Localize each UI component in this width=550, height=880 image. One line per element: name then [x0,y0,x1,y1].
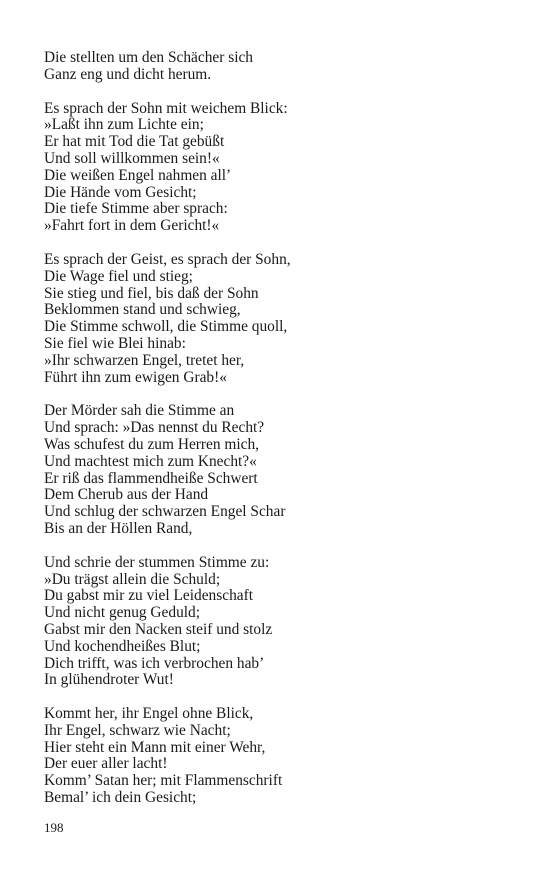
stanza [44,403,514,537]
poem-line: Und nicht genug Geduld; [44,604,201,622]
stanza [44,706,514,807]
poem-line: Was schufest du zum Herren mich, [44,435,260,453]
stanza [44,101,514,235]
poem-line: »Laßt ihn zum Lichte ein; [44,116,204,134]
poem-text [44,50,514,824]
page-number: 198 [44,820,64,835]
poem-line: Dem Cherub aus der Hand [44,486,209,504]
poem-line: Er riß das flammendheiße Schwert [44,469,258,487]
poem-line: Es sprach der Geist, es sprach der Sohn, [44,250,291,268]
poem-line: Du gabst mir zu viel Leidenschaft [44,587,253,605]
stanza [44,555,514,689]
poem-line: Ihr Engel, schwarz wie Nacht; [44,721,231,739]
poem-line: Kommt her, ihr Engel ohne Blick, [44,705,254,723]
stanza [44,50,514,84]
poem-line: Und soll willkommen sein!« [44,149,220,167]
poem-line: Hier steht ein Mann mit einer Wehr, [44,738,266,756]
poem-line: Der Mörder sah die Stimme an [44,402,235,420]
poem-line: Führt ihn zum ewigen Grab!« [44,368,227,386]
poem-line: Die Stimme schwoll, die Stimme quoll, [44,318,288,336]
poem-line: Gabst mir den Nacken steif und stolz [44,620,273,638]
poem-line: Und schrie der stummen Stimme zu: [44,553,270,571]
poem-line: Und kochendheißes Blut; [44,637,201,655]
poem-line: Der euer aller lacht! [44,755,168,773]
poem-line: Dich trifft, was ich verbrochen hab’ [44,654,265,672]
poem-line: Und machtest mich zum Knecht?« [44,452,257,470]
poem-line: Komm’ Satan her; mit Flammenschrift [44,772,283,790]
poem-line: Und schlug der schwarzen Engel Schar [44,503,286,521]
poem-line: Bis an der Höllen Rand, [44,519,193,537]
poem-line: »Ihr schwarzen Engel, tretet her, [44,351,245,369]
poem-line: »Du trägst allein die Schuld; [44,570,221,588]
poem-line: Sie fiel wie Blei hinab: [44,334,186,352]
poem-line: Bemal’ ich dein Gesicht; [44,789,197,807]
poem-line: »Fahrt fort in dem Gericht!« [44,217,220,235]
poem-line: Beklommen stand und schwieg, [44,301,241,319]
poem-line: Die stellten um den Schächer sich [44,49,253,66]
poem-line: Ganz eng und dicht herum. [44,65,212,83]
poem-line: In glühendroter Wut! [44,671,174,689]
poem-line: Sie stieg und fiel, bis daß der Sohn [44,284,259,302]
poem-line: Es sprach der Sohn mit weichem Blick: [44,99,288,117]
poem-line: Die Wage fiel und stieg; [44,267,193,285]
poem-line: Die tiefe Stimme aber sprach: [44,200,228,218]
poem-line: Er hat mit Tod die Tat gebüßt [44,133,225,151]
poem-line: Und sprach: »Das nennst du Recht? [44,419,265,437]
poem-line: Die weißen Engel nahmen all’ [44,166,232,184]
poem-line: Die Hände vom Gesicht; [44,183,197,201]
stanza [44,252,514,386]
